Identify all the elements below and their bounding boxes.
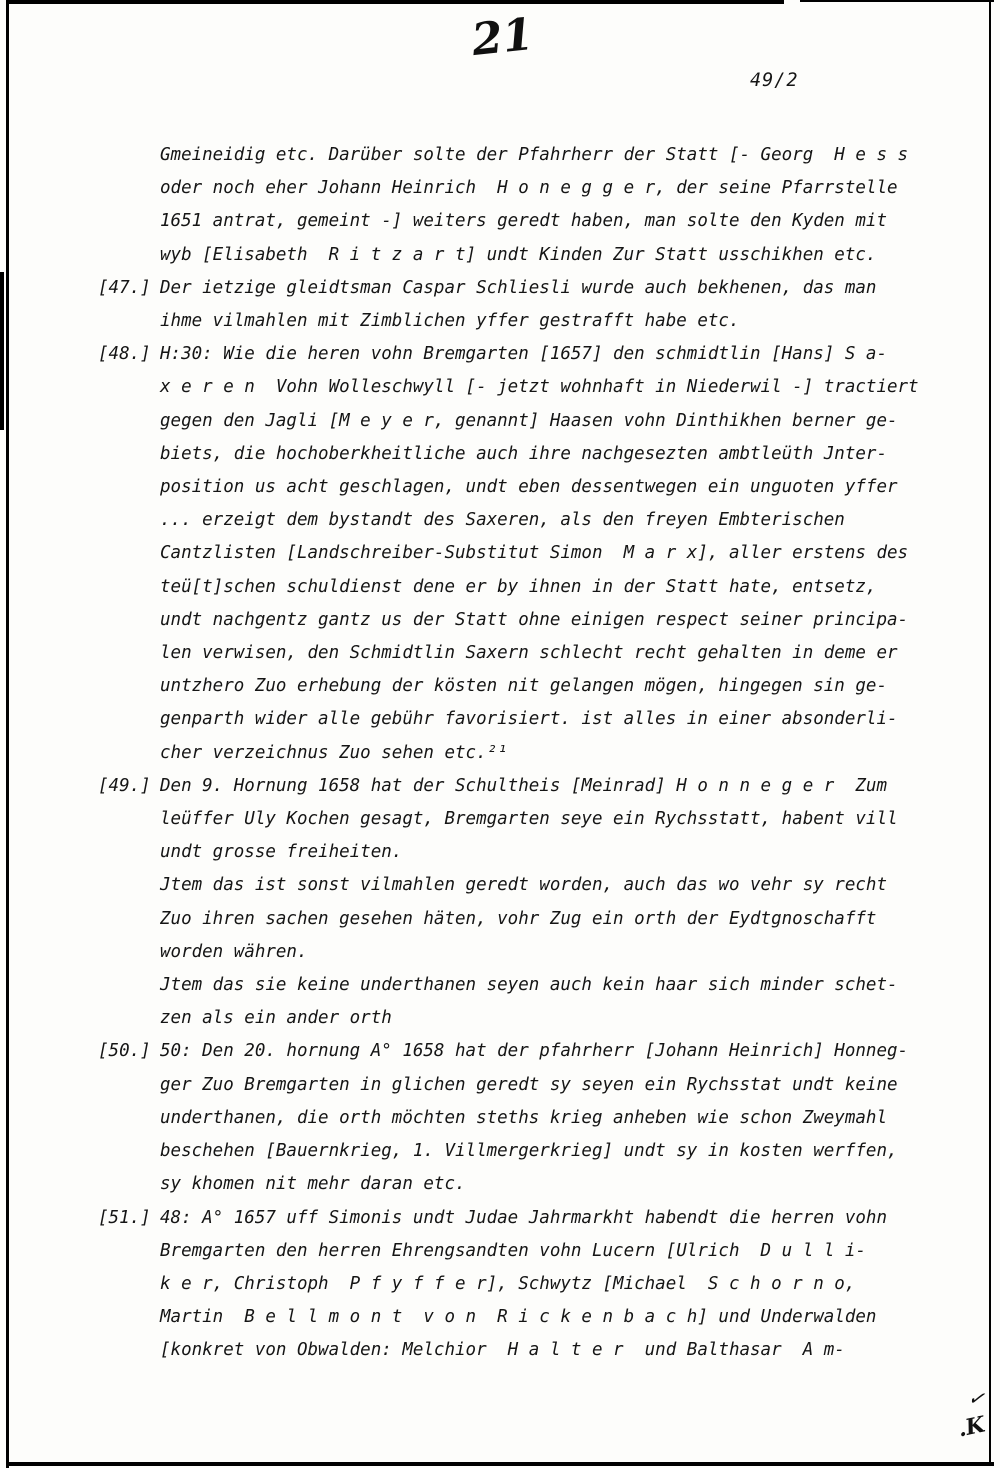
text-line: Jtem das sie keine underthanen seyen auch kein haar sich minder schet-	[160, 975, 898, 996]
text-line: teü[t]schen schuldienst dene er by ihnen in der Statt hate, entsetz,	[160, 576, 877, 597]
paragraph	[98, 272, 960, 338]
paragraph	[160, 139, 960, 272]
scan-edge-left-mark	[0, 272, 4, 430]
text-line: Gmeineidig etc. Darüber solte der Pfahrherr der Statt [- Georg H e s s	[160, 145, 909, 165]
text-line: position us acht geschlagen, undt eben dessentwegen ein unguoten yffer	[160, 477, 898, 498]
scan-edge-bottom	[6, 1462, 994, 1466]
text-line: 48: A° 1657 uff Simonis undt Judae Jahrmarkht habendt die herren vohn	[160, 1207, 887, 1228]
paragraph	[98, 338, 960, 770]
paragraph	[98, 1035, 960, 1201]
text-line: k e r, Christoph P f y f f e r], Schwytz [Michael S c h o r n o,	[160, 1273, 856, 1294]
paragraph	[98, 770, 960, 1036]
text-line: Bremgarten den herren Ehrengsandten vohn Lucern [Ulrich D u l l i-	[160, 1240, 866, 1261]
text-line: worden währen.	[160, 941, 308, 962]
text-line: genparth wider alle gebühr favorisiert. ist alles in einer absonderli-	[160, 709, 898, 730]
text-line: cher verzeichnus Zuo sehen etc.²¹	[160, 742, 508, 763]
text-line: zen als ein ander orth	[160, 1008, 392, 1029]
text-line: Cantzlisten [Landschreiber-Substitut Simon M a r x], aller erstens des	[160, 543, 909, 564]
scan-edge-left	[6, 0, 9, 1468]
text-block	[98, 139, 960, 1368]
scan-edge-top-left	[8, 0, 784, 4]
text-line: undt nachgentz gantz us der Statt ohne einigen respect seiner principa-	[160, 609, 909, 630]
text-line: beschehen [Bauernkrieg, 1. Villmergerkrieg] undt sy in kosten werffen,	[160, 1141, 898, 1162]
handwritten-number-mark: 21	[469, 8, 536, 67]
text-line: Zuo ihren sachen gesehen häten, vohr Zug ein orth der Eydtgnoschafft	[160, 908, 877, 929]
text-line: 1651 antrat, gemeint -] weiters geredt haben, man solte den Kyden mit	[160, 211, 887, 232]
text-line: Martin B e l l m o n t v o n R i c k e n b a c h] und Underwalden	[160, 1307, 877, 1328]
text-line: 50: Den 20. hornung A° 1658 hat der pfahrherr [Johann Heinrich] Honneg-	[160, 1041, 909, 1062]
paragraph-marker: [50.]	[98, 1041, 151, 1062]
text-line: x e r e n Vohn Wolleschwyll [- jetzt wohnhaft in Niederwil -] tractiert	[160, 377, 919, 398]
text-line: undt grosse freiheiten.	[160, 842, 403, 863]
text-line: [konkret von Obwalden: Melchior H a l t e r und Balthasar A m-	[160, 1340, 845, 1361]
text-line: underthanen, die orth möchten steths krieg anheben wie schon Zweymahl	[160, 1107, 887, 1128]
text-line: biets, die hochoberkheitliche auch ihre nachgesezten ambtleüth Jnter-	[160, 443, 887, 464]
text-line: ... erzeigt dem bystandt des Saxeren, als den freyen Embterischen	[160, 510, 845, 531]
paragraph-marker: [51.]	[98, 1207, 151, 1228]
scan-edge-right	[989, 0, 991, 1462]
text-line: H:30: Wie die heren vohn Bremgarten [1657] den schmidtlin [Hans] S a-	[160, 344, 887, 365]
text-line: ihme vilmahlen mit Zimblichen yffer gestrafft habe etc.	[160, 311, 740, 332]
handwritten-initial-mark: .K	[955, 1411, 988, 1443]
paragraph-marker: [47.]	[98, 277, 151, 298]
scan-edge-top-right	[800, 0, 994, 2]
text-line: gegen den Jagli [M e y e r, genannt] Haasen vohn Dinthikhen berner ge-	[160, 410, 898, 431]
paragraph	[98, 1202, 960, 1368]
text-line: wyb [Elisabeth R i t z a r t] undt Kinden Zur Statt usschikhen etc.	[160, 244, 877, 265]
text-line: Der ietzige gleidtsman Caspar Schliesli wurde auch bekhenen, das man	[160, 277, 877, 298]
text-line: sy khomen nit mehr daran etc.	[160, 1174, 466, 1195]
text-line: Den 9. Hornung 1658 hat der Schultheis [Meinrad] H o n n e g e r Zum	[160, 775, 887, 796]
text-line: len verwisen, den Schmidtlin Saxern schlecht recht gehalten in deme er	[160, 643, 898, 664]
text-line: ger Zuo Bremgarten in glichen geredt sy seyen ein Rychsstat undt keine	[160, 1074, 898, 1095]
handwritten-check-mark: ✓	[966, 1384, 987, 1412]
paragraph-marker: [48.]	[98, 344, 151, 365]
text-line: leüffer Uly Kochen gesagt, Bremgarten seye ein Rychsstatt, habent vill	[160, 809, 898, 830]
text-line: Jtem das ist sonst vilmahlen geredt worden, auch das wo vehr sy recht	[160, 875, 887, 896]
text-line: oder noch eher Johann Heinrich H o n e g g e r, der seine Pfarrstelle	[160, 178, 898, 199]
page-number: 49/2	[750, 70, 799, 91]
paragraph-marker: [49.]	[98, 775, 151, 796]
text-line: untzhero Zuo erhebung der kösten nit gelangen mögen, hingegen sin ge-	[160, 676, 887, 697]
